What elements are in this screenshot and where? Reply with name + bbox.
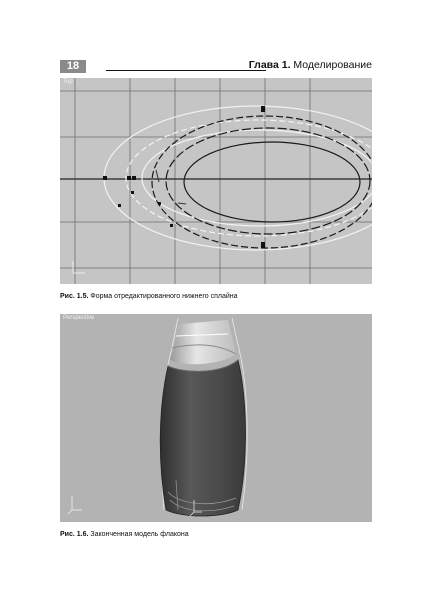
perspective-viewport[interactable] xyxy=(60,314,372,522)
header-rule xyxy=(106,70,266,71)
vertex xyxy=(132,176,136,180)
viewport-label[interactable]: Perspective xyxy=(63,315,95,321)
vertex xyxy=(131,191,134,194)
chapter-separator: . xyxy=(287,59,294,71)
spline-dark-3 xyxy=(184,142,360,222)
bottle-body xyxy=(160,360,245,516)
tangent-handle xyxy=(156,170,159,182)
page-number: 18 xyxy=(60,60,86,73)
chapter-name: Моделирование xyxy=(293,59,372,71)
running-header xyxy=(249,59,372,71)
tripod-axis-y xyxy=(68,510,72,514)
vertex xyxy=(170,224,173,227)
chapter-label: Глава 1 xyxy=(248,59,288,71)
vertex xyxy=(261,242,265,248)
caption-number: Рис. 1.6. xyxy=(60,531,89,538)
vertex xyxy=(118,204,121,207)
caption-number: Рис. 1.5. xyxy=(60,293,89,300)
perspective-viewport-canvas xyxy=(60,314,372,522)
bottle-cap xyxy=(170,320,236,364)
caption-text: Форма отредактированного нижнего сплайна xyxy=(88,293,238,300)
vertex xyxy=(103,176,107,180)
spline-white-3 xyxy=(142,130,372,226)
tangent-handle xyxy=(178,203,186,204)
top-viewport[interactable] xyxy=(60,78,372,284)
vertex xyxy=(127,176,131,180)
vertex xyxy=(261,106,265,112)
viewport-label[interactable]: Top xyxy=(63,79,73,85)
top-viewport-canvas xyxy=(60,78,372,284)
spline-dark-1 xyxy=(152,116,372,248)
white-splines xyxy=(104,106,372,250)
tangent-handles xyxy=(156,170,186,204)
figure-caption xyxy=(60,531,189,538)
outer-spline xyxy=(104,106,372,250)
dark-splines xyxy=(152,116,372,248)
figure-caption xyxy=(60,293,238,300)
caption-text: Законченная модель флакона xyxy=(88,531,189,538)
vertex xyxy=(158,202,161,205)
axis-tripod-icon xyxy=(68,496,82,514)
